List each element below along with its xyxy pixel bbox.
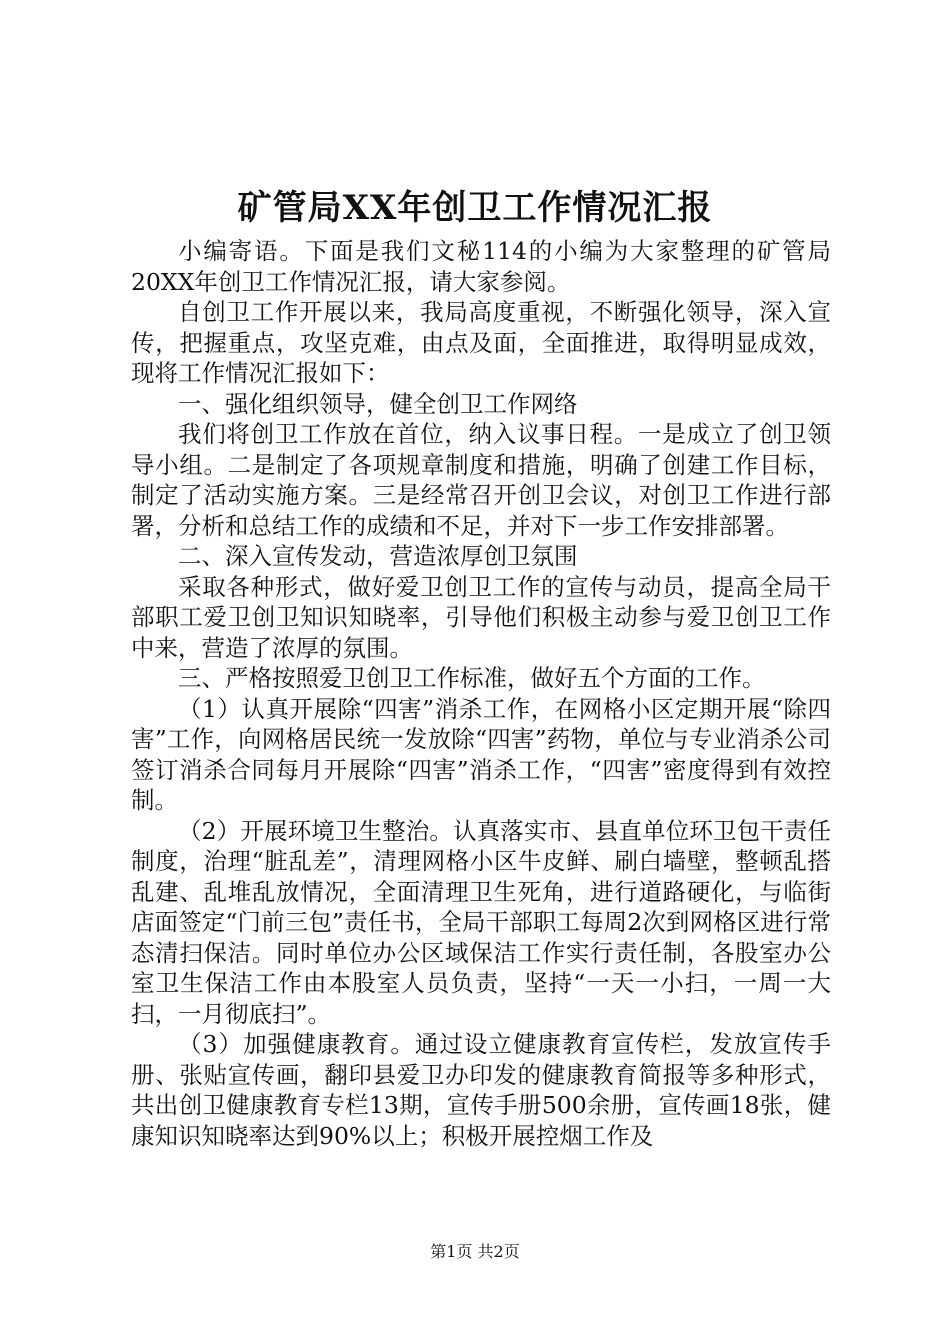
paragraph-section-2: 采取各种形式，做好爱卫创卫工作的宣传与动员，提高全局干部职工爱卫创卫知识知晓率，引导他们积极主动参与爱卫创卫工作中来，营造了浓厚的氛围。 (131, 572, 831, 662)
paragraph-item-3: （3）加强健康教育。通过设立健康教育宣传栏，发放宣传手册、张贴宣传画，翻印县爱卫办印发的健康教育简报等多种形式，共出创卫健康教育专栏13期，宣传手册500余册，宣传画18张，健康知识知晓率达到90%以上；积极开展控烟工作及 (131, 1030, 831, 1150)
paragraph-item-2: （2）开展环境卫生整治。认真落实市、县直单位环卫包干责任制度，治理“脏乱差”，清理网格小区牛皮鲜、刷白墙壁，整顿乱搭乱建、乱堆乱放情况，全面清理卫生死角，进行道路硬化，与临街店面签定“门前三包”责任书，全局干部职工每周2次到网格区进行常态清扫保洁。同时单位办公区域保洁工作实行责任制，各股室办公室卫生保洁工作由本股室人员负责，坚持“一天一小扫，一周一大扫，一月彻底扫”。 (131, 816, 831, 1028)
paragraph-section-1: 我们将创卫工作放在首位，纳入议事日程。一是成立了创卫领导小组。二是制定了各项规章制度和措施，明确了创建工作目标，制定了活动实施方案。三是经常召开创卫会议，对创卫工作进行部署，分析和总结工作的成绩和不足，并对下一步工作安排部署。 (131, 420, 831, 540)
section-heading-1: 一、强化组织领导，健全创卫工作网络 (178, 389, 578, 418)
paragraph-intro: 小编寄语。下面是我们文秘114的小编为大家整理的矿管局20XX年创卫工作情况汇报，请大家参阅。 (131, 237, 831, 296)
paragraph-overview: 自创卫工作开展以来，我局高度重视，不断强化领导，深入宣传，把握重点，攻坚克难，由点及面，全面推进，取得明显成效，现将工作情况汇报如下： (131, 298, 831, 387)
section-heading-3: 三、严格按照爱卫创卫工作标准，做好五个方面的工作。 (178, 664, 766, 692)
page-title: 矿管局XX年创卫工作情况汇报 (237, 188, 713, 228)
section-heading-2: 二、深入宣传发动，营造浓厚创卫氛围 (178, 542, 578, 570)
page-footer: 第1页 共2页 (430, 1242, 520, 1261)
document-body (131, 236, 831, 1151)
paragraph-item-1: （1）认真开展除“四害”消杀工作，在网格小区定期开展“除四害”工作，向网格居民统一发放除“四害”药物，单位与专业消杀公司签订消杀合同每月开展除“四害”消杀工作，“四害”密度得到有效控制。 (131, 694, 831, 814)
